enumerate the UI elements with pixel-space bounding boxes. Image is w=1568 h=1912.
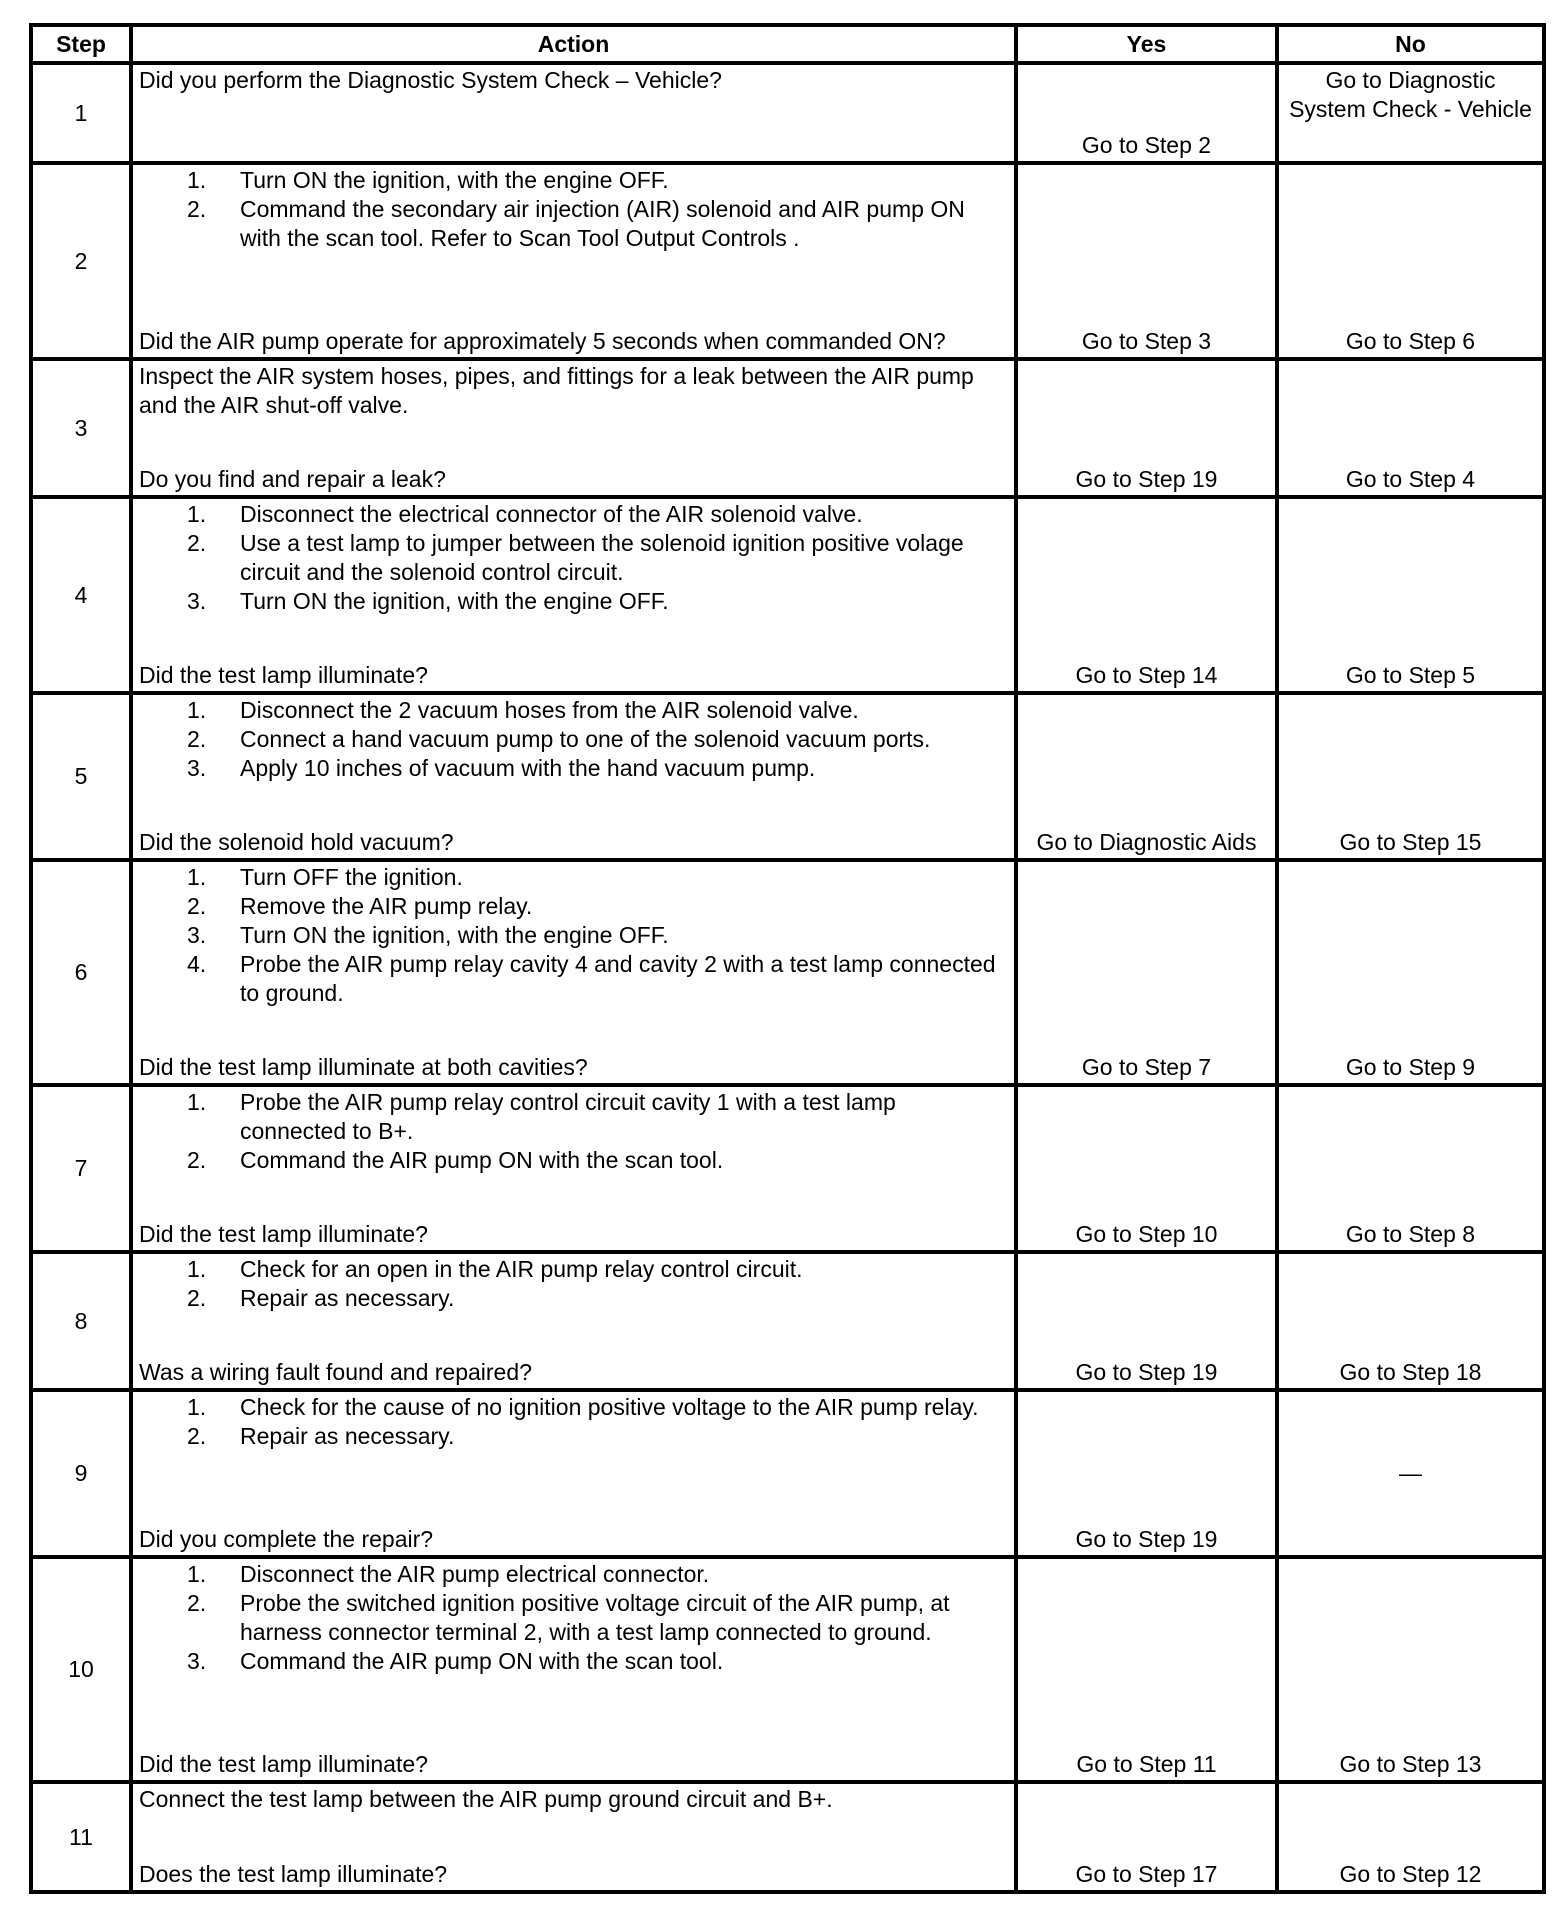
action-content xyxy=(139,66,1008,160)
action-question: Did the test lamp illuminate? xyxy=(139,662,428,688)
list-item xyxy=(139,754,1008,783)
step-number: 9 xyxy=(31,1390,131,1557)
table-body xyxy=(31,63,1544,1892)
yes-result: Go to Step 2 xyxy=(1016,63,1277,163)
table-row xyxy=(31,693,1544,860)
step-number: 4 xyxy=(31,497,131,693)
list-item-number: 1. xyxy=(187,697,207,723)
list-item-number: 2. xyxy=(187,1285,207,1311)
list-item-number: 2. xyxy=(187,530,207,556)
action-content xyxy=(139,500,1008,690)
table-row xyxy=(31,497,1544,693)
list-item xyxy=(139,587,1008,616)
action-cell xyxy=(131,860,1016,1085)
list-item xyxy=(139,725,1008,754)
action-steps-list xyxy=(139,1560,1008,1676)
list-item-text: Disconnect the AIR pump electrical connector. xyxy=(240,1561,710,1587)
step-number: 10 xyxy=(31,1557,131,1782)
header-no: No xyxy=(1277,25,1544,63)
action-body xyxy=(139,696,1008,783)
action-question: Did the AIR pump operate for approximately 5 seconds when commanded ON? xyxy=(139,328,946,354)
table-row xyxy=(31,63,1544,163)
action-body xyxy=(139,500,1008,616)
list-item-text: Command the AIR pump ON with the scan tool. xyxy=(240,1648,724,1674)
header-step: Step xyxy=(31,25,131,63)
list-item-number: 1. xyxy=(187,501,207,527)
list-item-number: 1. xyxy=(187,1561,207,1587)
list-item-text: Check for an open in the AIR pump relay control circuit. xyxy=(240,1256,803,1282)
action-cell xyxy=(131,163,1016,359)
list-item xyxy=(139,1088,1008,1146)
list-item-number: 1. xyxy=(187,1256,207,1282)
list-item-text: Disconnect the electrical connector of the AIR solenoid valve. xyxy=(240,501,863,527)
no-result: Go to Step 15 xyxy=(1277,693,1544,860)
list-item-number: 2. xyxy=(187,196,207,222)
list-item-text: Turn ON the ignition, with the engine OFF. xyxy=(240,588,669,614)
list-item-text: Repair as necessary. xyxy=(240,1285,455,1311)
list-item-number: 3. xyxy=(187,922,207,948)
list-item-text: Turn OFF the ignition. xyxy=(240,864,463,890)
action-body xyxy=(139,166,1008,253)
list-item-text: Disconnect the 2 vacuum hoses from the AIR solenoid valve. xyxy=(240,697,859,723)
list-item-text: Check for the cause of no ignition positive voltage to the AIR pump relay. xyxy=(240,1394,979,1420)
list-item-number: 1. xyxy=(187,167,207,193)
no-result: Go to Step 5 xyxy=(1277,497,1544,693)
table-row xyxy=(31,359,1544,497)
diagnostic-table xyxy=(29,23,1546,1894)
list-item xyxy=(139,892,1008,921)
action-body xyxy=(139,1560,1008,1676)
list-item-text: Repair as necessary. xyxy=(240,1423,455,1449)
step-number: 11 xyxy=(31,1782,131,1892)
action-cell xyxy=(131,1557,1016,1782)
yes-result: Go to Step 19 xyxy=(1016,359,1277,497)
action-question: Did the test lamp illuminate? xyxy=(139,1221,428,1247)
step-number: 3 xyxy=(31,359,131,497)
list-item-text: Command the AIR pump ON with the scan tool. xyxy=(240,1147,724,1173)
list-item xyxy=(139,1589,1008,1647)
table-row xyxy=(31,1085,1544,1252)
list-item-number: 1. xyxy=(187,864,207,890)
action-question: Did you complete the repair? xyxy=(139,1526,434,1552)
step-number: 6 xyxy=(31,860,131,1085)
action-content xyxy=(139,1255,1008,1387)
list-item xyxy=(139,863,1008,892)
list-item xyxy=(139,921,1008,950)
action-content xyxy=(139,1393,1008,1554)
list-item-text: Remove the AIR pump relay. xyxy=(240,893,533,919)
table-row xyxy=(31,1390,1544,1557)
list-item xyxy=(139,1284,1008,1313)
list-item xyxy=(139,195,1008,253)
action-steps-list xyxy=(139,1255,1008,1313)
action-body xyxy=(139,863,1008,1008)
list-item-number: 4. xyxy=(187,951,207,977)
no-result: Go to Step 8 xyxy=(1277,1085,1544,1252)
list-item-number: 2. xyxy=(187,1590,207,1616)
action-body xyxy=(139,1393,1008,1451)
header-yes: Yes xyxy=(1016,25,1277,63)
list-item-text: Probe the AIR pump relay control circuit cavity 1 with a test lamp connected to B+. xyxy=(240,1089,896,1144)
no-result: Go to Step 9 xyxy=(1277,860,1544,1085)
table-row xyxy=(31,860,1544,1085)
action-steps-list xyxy=(139,166,1008,253)
no-result: Go to Step 6 xyxy=(1277,163,1544,359)
no-result: Go to Step 4 xyxy=(1277,359,1544,497)
list-item-text: Turn ON the ignition, with the engine OFF. xyxy=(240,922,669,948)
list-item xyxy=(139,950,1008,1008)
no-result: Go to Diagnostic System Check - Vehicle xyxy=(1277,63,1544,163)
list-item xyxy=(139,166,1008,195)
step-number: 5 xyxy=(31,693,131,860)
list-item xyxy=(139,529,1008,587)
yes-result: Go to Diagnostic Aids xyxy=(1016,693,1277,860)
action-cell xyxy=(131,1252,1016,1390)
action-content xyxy=(139,362,1008,494)
step-number: 2 xyxy=(31,163,131,359)
list-item xyxy=(139,1647,1008,1676)
action-cell xyxy=(131,359,1016,497)
action-content xyxy=(139,1088,1008,1249)
no-result: — xyxy=(1277,1390,1544,1557)
yes-result: Go to Step 7 xyxy=(1016,860,1277,1085)
no-result: Go to Step 13 xyxy=(1277,1557,1544,1782)
list-item-text: Probe the switched ignition positive voltage circuit of the AIR pump, at harness connector terminal 2, with a test lamp connected to ground. xyxy=(240,1590,950,1645)
list-item-text: Use a test lamp to jumper between the solenoid ignition positive volage circuit and the solenoid control circuit. xyxy=(240,530,964,585)
yes-result: Go to Step 10 xyxy=(1016,1085,1277,1252)
list-item-text: Command the secondary air injection (AIR) solenoid and AIR pump ON with the scan tool. Refer to Scan Tool Output Controls . xyxy=(240,196,965,251)
action-text: Inspect the AIR system hoses, pipes, and fittings for a leak between the AIR pump and the AIR shut-off valve. xyxy=(139,363,974,418)
list-item xyxy=(139,1422,1008,1451)
list-item-number: 3. xyxy=(187,588,207,614)
table-row xyxy=(31,1252,1544,1390)
action-cell xyxy=(131,693,1016,860)
action-text: Connect the test lamp between the AIR pump ground circuit and B+. xyxy=(139,1786,833,1812)
action-steps-list xyxy=(139,1393,1008,1451)
list-item-number: 2. xyxy=(187,1423,207,1449)
no-result: Go to Step 12 xyxy=(1277,1782,1544,1892)
header-action: Action xyxy=(131,25,1016,63)
action-cell xyxy=(131,1390,1016,1557)
action-question: Was a wiring fault found and repaired? xyxy=(139,1359,532,1385)
list-item xyxy=(139,696,1008,725)
list-item-number: 1. xyxy=(187,1089,207,1115)
list-item-number: 3. xyxy=(187,755,207,781)
action-question: Do you find and repair a leak? xyxy=(139,466,446,492)
action-cell xyxy=(131,63,1016,163)
action-question: Did the test lamp illuminate? xyxy=(139,1751,428,1777)
action-body xyxy=(139,362,1008,420)
action-cell xyxy=(131,1782,1016,1892)
table-row xyxy=(31,1782,1544,1892)
action-text: Did you perform the Diagnostic System Check – Vehicle? xyxy=(139,67,722,93)
list-item xyxy=(139,1255,1008,1284)
action-cell xyxy=(131,497,1016,693)
action-body xyxy=(139,1088,1008,1175)
list-item-number: 1. xyxy=(187,1394,207,1420)
action-steps-list xyxy=(139,863,1008,1008)
table-row xyxy=(31,163,1544,359)
action-content xyxy=(139,696,1008,857)
list-item-text: Probe the AIR pump relay cavity 4 and cavity 2 with a test lamp connected to ground. xyxy=(240,951,996,1006)
list-item xyxy=(139,1146,1008,1175)
action-steps-list xyxy=(139,696,1008,783)
list-item-number: 3. xyxy=(187,1648,207,1674)
list-item-text: Turn ON the ignition, with the engine OFF. xyxy=(240,167,669,193)
list-item xyxy=(139,500,1008,529)
yes-result: Go to Step 11 xyxy=(1016,1557,1277,1782)
action-body xyxy=(139,1255,1008,1313)
action-question: Did the test lamp illuminate at both cavities? xyxy=(139,1054,588,1080)
action-content xyxy=(139,863,1008,1082)
action-question: Did the solenoid hold vacuum? xyxy=(139,829,454,855)
step-number: 7 xyxy=(31,1085,131,1252)
action-content xyxy=(139,1560,1008,1779)
step-number: 1 xyxy=(31,63,131,163)
action-content xyxy=(139,166,1008,356)
yes-result: Go to Step 17 xyxy=(1016,1782,1277,1892)
header-row xyxy=(31,25,1544,63)
table-row xyxy=(31,1557,1544,1782)
action-question: Does the test lamp illuminate? xyxy=(139,1861,448,1887)
action-steps-list xyxy=(139,1088,1008,1175)
list-item-number: 2. xyxy=(187,893,207,919)
action-cell xyxy=(131,1085,1016,1252)
yes-result: Go to Step 19 xyxy=(1016,1252,1277,1390)
list-item-text: Apply 10 inches of vacuum with the hand vacuum pump. xyxy=(240,755,816,781)
step-number: 8 xyxy=(31,1252,131,1390)
list-item xyxy=(139,1560,1008,1589)
list-item xyxy=(139,1393,1008,1422)
yes-result: Go to Step 19 xyxy=(1016,1390,1277,1557)
yes-result: Go to Step 14 xyxy=(1016,497,1277,693)
action-steps-list xyxy=(139,500,1008,616)
action-body xyxy=(139,1785,1008,1814)
no-result: Go to Step 18 xyxy=(1277,1252,1544,1390)
yes-result: Go to Step 3 xyxy=(1016,163,1277,359)
list-item-number: 2. xyxy=(187,726,207,752)
action-content xyxy=(139,1785,1008,1889)
list-item-text: Connect a hand vacuum pump to one of the solenoid vacuum ports. xyxy=(240,726,931,752)
action-body xyxy=(139,66,1008,95)
list-item-number: 2. xyxy=(187,1147,207,1173)
